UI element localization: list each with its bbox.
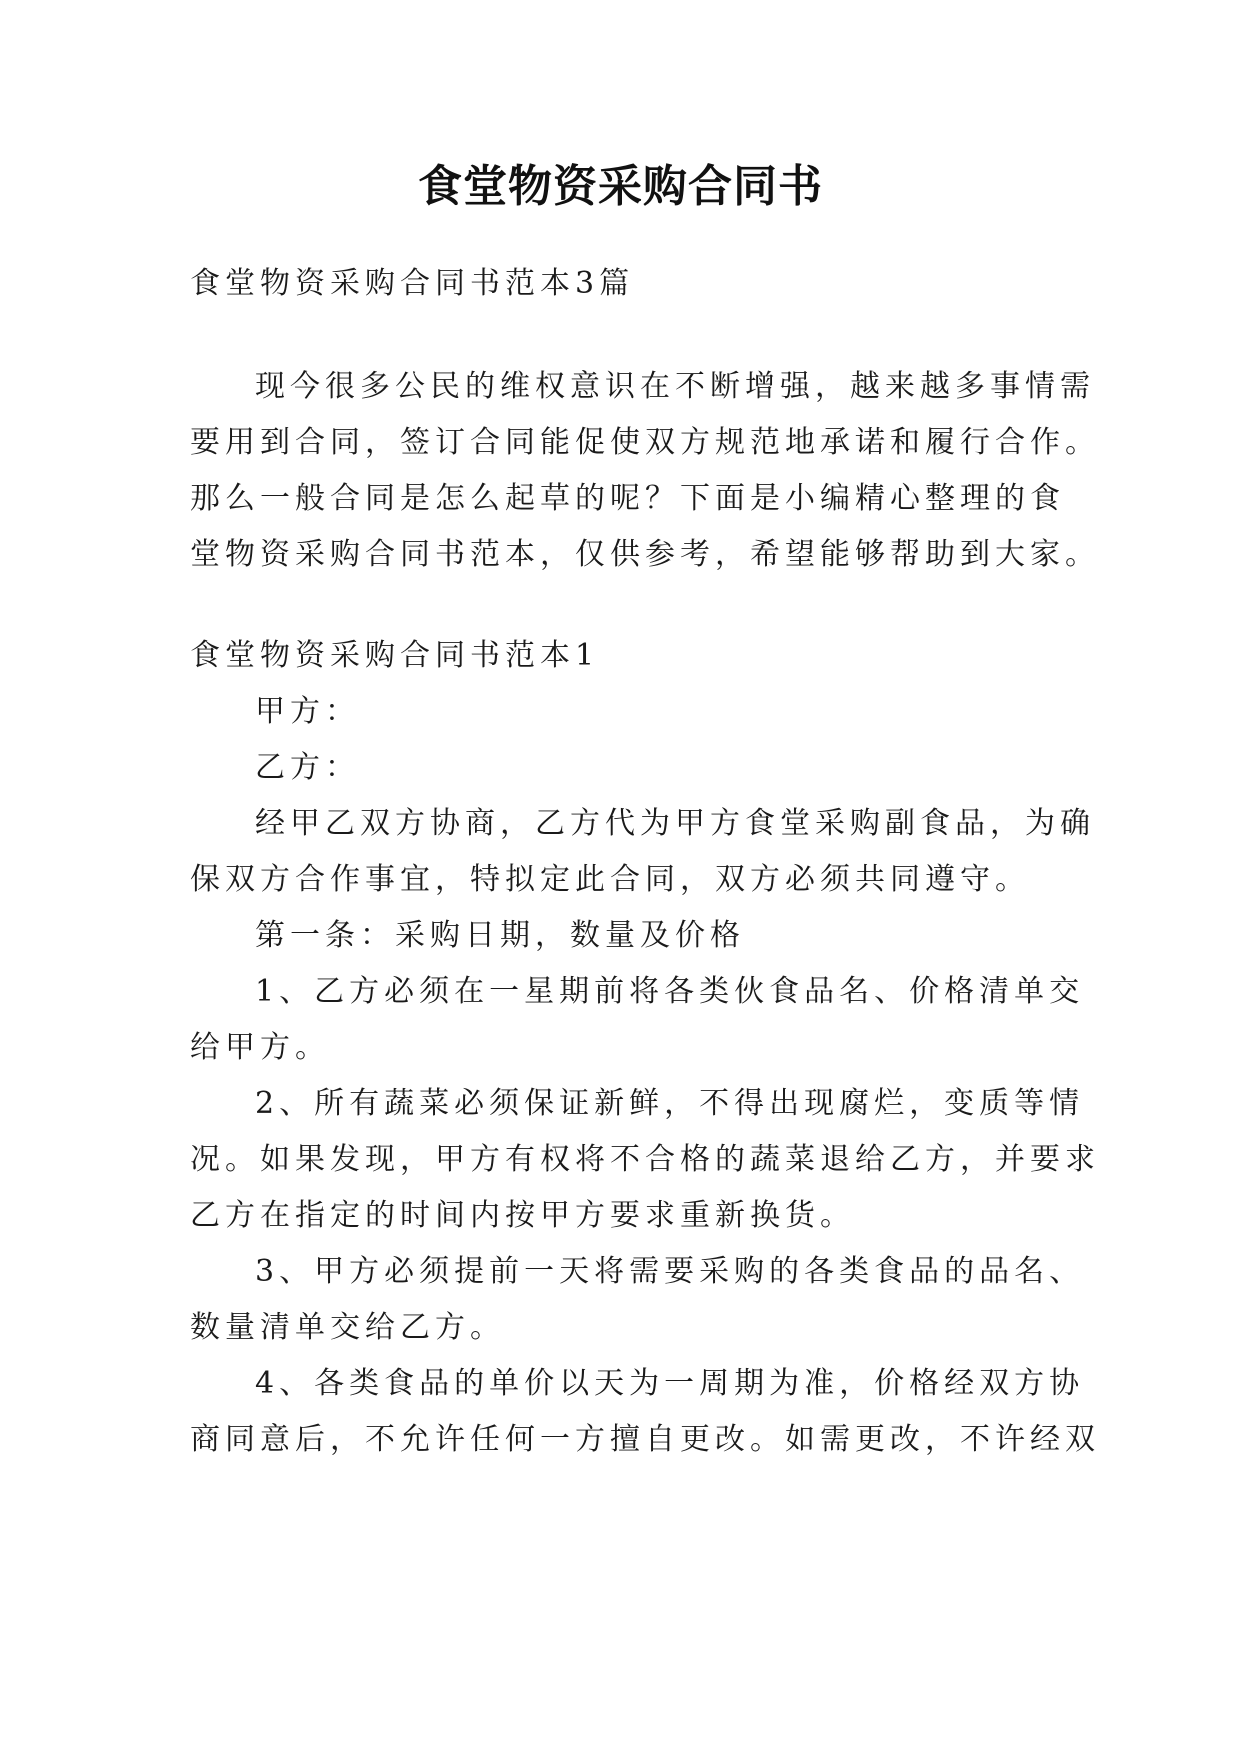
intro-line: 堂物资采购合同书范本，仅供参考，希望能够帮助到大家。 [190, 537, 1100, 572]
party-a-label: 甲方： [255, 694, 360, 729]
body-line: 1、乙方必须在一星期前将各类伙食品名、价格清单交 [255, 974, 1085, 1009]
intro-line: 现今很多公民的维权意识在不断增强，越来越多事情需 [255, 369, 1095, 404]
article-heading: 第一条：采购日期，数量及价格 [255, 918, 745, 953]
section-heading: 食堂物资采购合同书范本1 [190, 638, 600, 673]
body-line: 数量清单交给乙方。 [190, 1310, 505, 1345]
intro-line: 要用到合同，签订合同能促使双方规范地承诺和履行合作。 [190, 425, 1100, 460]
intro-line: 那么一般合同是怎么起草的呢？下面是小编精心整理的食 [190, 481, 1065, 516]
body-line: 商同意后，不允许任何一方擅自更改。如需更改，不许经双 [190, 1422, 1100, 1457]
body-line: 保双方合作事宜，特拟定此合同，双方必须共同遵守。 [190, 862, 1030, 897]
body-line: 3、甲方必须提前一天将需要采购的各类食品的品名、 [255, 1254, 1085, 1289]
body-line: 给甲方。 [190, 1030, 330, 1065]
body-line: 经甲乙双方协商，乙方代为甲方食堂采购副食品，为确 [255, 806, 1095, 841]
document-title: 食堂物资采购合同书 [418, 161, 823, 212]
document-subtitle: 食堂物资采购合同书范本3篇 [190, 266, 635, 301]
party-b-label: 乙方： [255, 750, 360, 785]
body-line: 4、各类食品的单价以天为一周期为准，价格经双方协 [255, 1366, 1085, 1401]
body-line: 2、所有蔬菜必须保证新鲜，不得出现腐烂，变质等情 [255, 1086, 1085, 1121]
body-line: 况。如果发现，甲方有权将不合格的蔬菜退给乙方，并要求 [190, 1142, 1100, 1177]
body-line: 乙方在指定的时间内按甲方要求重新换货。 [190, 1198, 855, 1233]
